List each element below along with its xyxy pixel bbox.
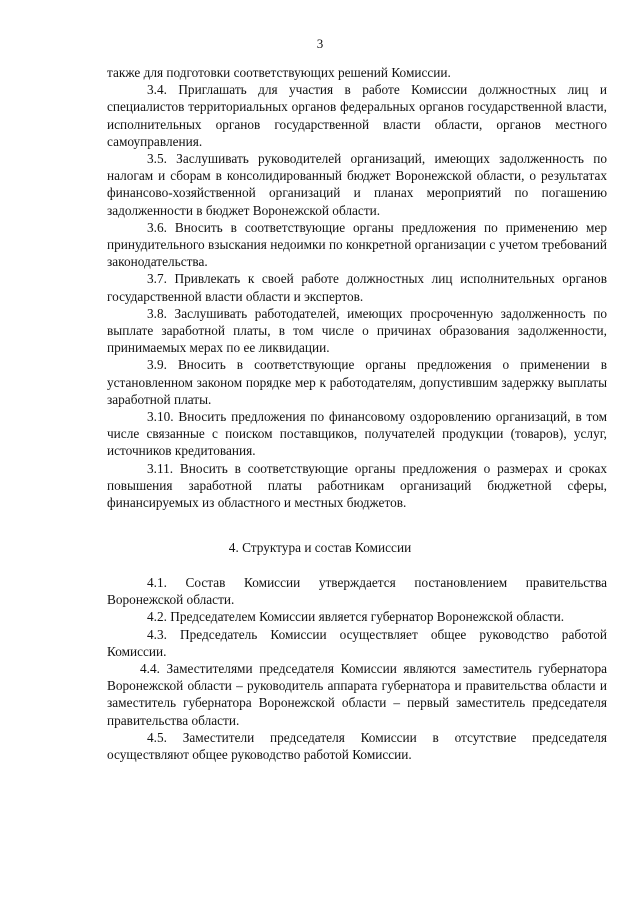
paragraph-3-10: 3.10. Вносить предложения по финансовому оздоровлению организаций, в том числе связанные с поиском поставщиков, получателей продукции (товаров), услуг, источников кредитования. <box>107 409 607 459</box>
paragraph-4-4: 4.4. Заместителями председателя Комиссии являются заместитель губернатора Воронежской области – руководитель аппарата губернатора и правительства области и заместитель губернатора Воронежской области – первый заместитель председателя правительства области. <box>107 661 607 728</box>
paragraph-3-11: 3.11. Вносить в соответствующие органы предложения о размерах и сроках повышения заработной платы работникам организаций бюджетной сферы, финансируемых из областного и местных бюджетов. <box>107 460 607 511</box>
section-3-body <box>107 64 607 511</box>
paragraph-4-1: 4.1. Состав Комиссии утверждается постановлением правительства Воронежской области. <box>107 575 607 608</box>
paragraph-3-8: 3.8. Заслушивать работодателей, имеющих просроченную задолженность по выплате заработной платы, в том числе о причинах образования задолженности, принимаемых мерах по ее ликвидации. <box>107 305 607 356</box>
section-4-heading: 4. Структура и состав Комиссии <box>228 540 412 555</box>
paragraph-4-2: 4.2. Председателем Комиссии является губернатор Воронежской области. <box>147 609 565 625</box>
paragraph-3-5: 3.5. Заслушивать руководителей организаций, имеющих задолженность по налогам и сборам в консолидированный бюджет Воронежской области, о результатах финансово-хозяйственной организаций и планах мероприятий по погашению задолженности в бюджет Воронежской области. <box>107 151 607 218</box>
paragraph-4-3: 4.3. Председатель Комиссии осуществляет общее руководство работой Комиссии. <box>107 626 607 659</box>
paragraph-3-3-continuation: также для подготовки соответствующих решений Комиссии. <box>107 65 451 80</box>
paragraph-3-9: 3.9. Вносить в соответствующие органы предложения о применении в установленном законом порядке мер к работодателям, допустившим задержку выплаты заработной платы. <box>107 357 607 407</box>
paragraph-3-6: 3.6. Вносить в соответствующие органы предложения по применению мер принудительного взыскания недоимки по конкретной организации с учетом требований законодательства. <box>107 219 607 270</box>
section-4-body <box>107 574 607 763</box>
page-number: 3 <box>316 36 324 51</box>
paragraph-3-7: 3.7. Привлекать к своей работе должностных лиц исполнительных органов государственной власти области и экспертов. <box>107 271 607 304</box>
paragraph-3-4: 3.4. Приглашать для участия в работе Комиссии должностных лиц и специалистов территориальных органов федеральных органов государственной власти, исполнительных органов государственной власти области, органов местного самоуправления. <box>107 82 607 149</box>
paragraph-4-5: 4.5. Заместители председателя Комиссии в отсутствие председателя осуществляют общее руководство работой Комиссии. <box>107 729 607 763</box>
